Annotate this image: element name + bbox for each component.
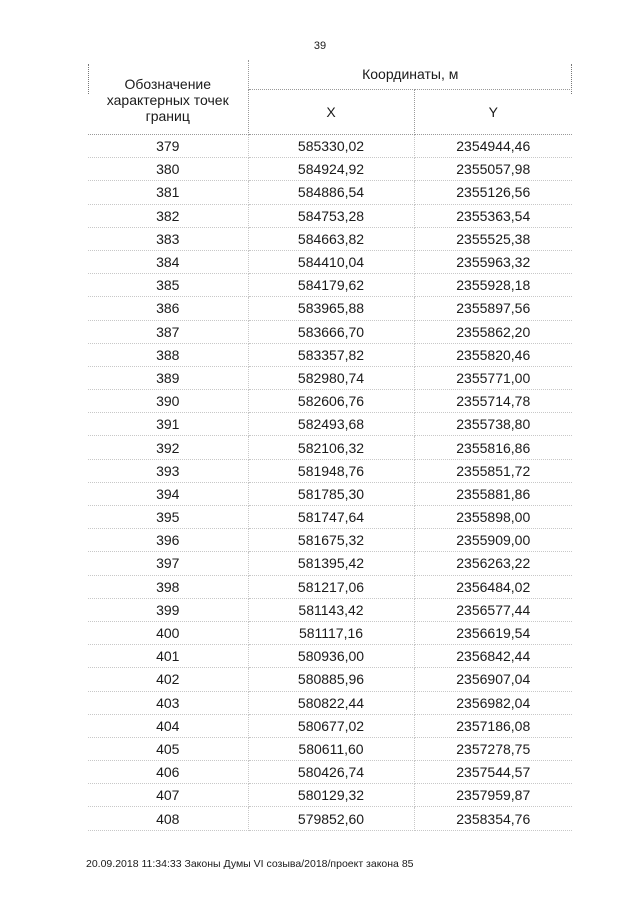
x-coordinate-cell: 580426,74 xyxy=(248,761,414,784)
table-row xyxy=(88,320,572,343)
coordinates-table xyxy=(88,60,572,831)
y-coordinate-cell: 2355963,32 xyxy=(414,250,572,273)
y-coordinate-cell: 2357544,57 xyxy=(414,761,572,784)
point-cell: 385 xyxy=(88,274,248,297)
coordinates-table-container xyxy=(88,60,572,831)
x-coordinate-cell: 584924,92 xyxy=(248,158,414,181)
table-row xyxy=(88,297,572,320)
point-cell: 384 xyxy=(88,250,248,273)
x-coordinate-cell: 584753,28 xyxy=(248,204,414,227)
table-row xyxy=(88,737,572,760)
point-cell: 388 xyxy=(88,343,248,366)
y-coordinate-cell: 2355714,78 xyxy=(414,390,572,413)
table-row xyxy=(88,459,572,482)
table-header xyxy=(88,60,572,135)
table-row xyxy=(88,668,572,691)
point-cell: 401 xyxy=(88,645,248,668)
y-coordinate-cell: 2357186,08 xyxy=(414,714,572,737)
point-cell: 407 xyxy=(88,784,248,807)
point-cell: 386 xyxy=(88,297,248,320)
point-cell: 399 xyxy=(88,598,248,621)
x-coordinate-cell: 580677,02 xyxy=(248,714,414,737)
point-cell: 391 xyxy=(88,413,248,436)
y-coordinate-cell: 2356842,44 xyxy=(414,645,572,668)
y-coordinate-cell: 2355928,18 xyxy=(414,274,572,297)
point-cell: 408 xyxy=(88,807,248,830)
table-row xyxy=(88,784,572,807)
x-coordinate-cell: 585330,02 xyxy=(248,135,414,158)
x-coordinate-cell: 581747,64 xyxy=(248,506,414,529)
x-coordinate-cell: 580611,60 xyxy=(248,737,414,760)
header-y: Y xyxy=(414,89,572,134)
point-cell: 379 xyxy=(88,135,248,158)
table-row xyxy=(88,482,572,505)
table-row xyxy=(88,181,572,204)
x-coordinate-cell: 581785,30 xyxy=(248,482,414,505)
point-cell: 380 xyxy=(88,158,248,181)
x-coordinate-cell: 581143,42 xyxy=(248,598,414,621)
y-coordinate-cell: 2356484,02 xyxy=(414,575,572,598)
table-row xyxy=(88,621,572,644)
table-row xyxy=(88,598,572,621)
table-row xyxy=(88,714,572,737)
y-coordinate-cell: 2354944,46 xyxy=(414,135,572,158)
y-coordinate-cell: 2355862,20 xyxy=(414,320,572,343)
y-coordinate-cell: 2355126,56 xyxy=(414,181,572,204)
table-row xyxy=(88,691,572,714)
point-cell: 383 xyxy=(88,227,248,250)
y-coordinate-cell: 2355525,38 xyxy=(414,227,572,250)
document-footer: 20.09.2018 11:34:33 Законы Думы VI созыва/2018/проект закона 85 xyxy=(86,858,414,870)
table-row xyxy=(88,552,572,575)
point-cell: 381 xyxy=(88,181,248,204)
y-coordinate-cell: 2356982,04 xyxy=(414,691,572,714)
point-cell: 387 xyxy=(88,320,248,343)
table-row xyxy=(88,343,572,366)
point-cell: 393 xyxy=(88,459,248,482)
point-cell: 403 xyxy=(88,691,248,714)
table-row xyxy=(88,413,572,436)
point-cell: 405 xyxy=(88,737,248,760)
y-coordinate-cell: 2355363,54 xyxy=(414,204,572,227)
y-coordinate-cell: 2355909,00 xyxy=(414,529,572,552)
point-cell: 406 xyxy=(88,761,248,784)
point-cell: 398 xyxy=(88,575,248,598)
x-coordinate-cell: 584410,04 xyxy=(248,250,414,273)
table-row xyxy=(88,366,572,389)
table-row xyxy=(88,135,572,158)
point-cell: 382 xyxy=(88,204,248,227)
y-coordinate-cell: 2355898,00 xyxy=(414,506,572,529)
y-coordinate-cell: 2355897,56 xyxy=(414,297,572,320)
y-coordinate-cell: 2356577,44 xyxy=(414,598,572,621)
x-coordinate-cell: 584663,82 xyxy=(248,227,414,250)
y-coordinate-cell: 2355816,86 xyxy=(414,436,572,459)
point-cell: 390 xyxy=(88,390,248,413)
x-coordinate-cell: 583357,82 xyxy=(248,343,414,366)
x-coordinate-cell: 582493,68 xyxy=(248,413,414,436)
y-coordinate-cell: 2355738,80 xyxy=(414,413,572,436)
x-coordinate-cell: 584179,62 xyxy=(248,274,414,297)
x-coordinate-cell: 579852,60 xyxy=(248,807,414,830)
y-coordinate-cell: 2355851,72 xyxy=(414,459,572,482)
table-row xyxy=(88,761,572,784)
table-row xyxy=(88,506,572,529)
point-cell: 394 xyxy=(88,482,248,505)
x-coordinate-cell: 583666,70 xyxy=(248,320,414,343)
y-coordinate-cell: 2355057,98 xyxy=(414,158,572,181)
table-row xyxy=(88,390,572,413)
x-coordinate-cell: 583965,88 xyxy=(248,297,414,320)
table-row xyxy=(88,204,572,227)
table-row xyxy=(88,436,572,459)
header-coordinates: Координаты, м xyxy=(248,60,572,89)
x-coordinate-cell: 580129,32 xyxy=(248,784,414,807)
point-cell: 400 xyxy=(88,621,248,644)
y-coordinate-cell: 2358354,76 xyxy=(414,807,572,830)
table-row xyxy=(88,645,572,668)
y-coordinate-cell: 2355771,00 xyxy=(414,366,572,389)
x-coordinate-cell: 581395,42 xyxy=(248,552,414,575)
x-coordinate-cell: 581217,06 xyxy=(248,575,414,598)
point-cell: 389 xyxy=(88,366,248,389)
x-coordinate-cell: 582606,76 xyxy=(248,390,414,413)
header-point-designation: Обозначение характерных точек границ xyxy=(88,60,248,135)
x-coordinate-cell: 580936,00 xyxy=(248,645,414,668)
x-coordinate-cell: 580822,44 xyxy=(248,691,414,714)
x-coordinate-cell: 581675,32 xyxy=(248,529,414,552)
header-x: X xyxy=(248,89,414,134)
table-body xyxy=(88,135,572,831)
table-row xyxy=(88,274,572,297)
page-number: 39 xyxy=(313,40,327,52)
point-cell: 396 xyxy=(88,529,248,552)
table-row xyxy=(88,807,572,830)
x-coordinate-cell: 582106,32 xyxy=(248,436,414,459)
point-cell: 402 xyxy=(88,668,248,691)
y-coordinate-cell: 2357278,75 xyxy=(414,737,572,760)
x-coordinate-cell: 581117,16 xyxy=(248,621,414,644)
table-row xyxy=(88,529,572,552)
table-row xyxy=(88,250,572,273)
y-coordinate-cell: 2357959,87 xyxy=(414,784,572,807)
x-coordinate-cell: 584886,54 xyxy=(248,181,414,204)
x-coordinate-cell: 581948,76 xyxy=(248,459,414,482)
point-cell: 392 xyxy=(88,436,248,459)
y-coordinate-cell: 2356907,04 xyxy=(414,668,572,691)
y-coordinate-cell: 2356263,22 xyxy=(414,552,572,575)
y-coordinate-cell: 2355820,46 xyxy=(414,343,572,366)
y-coordinate-cell: 2355881,86 xyxy=(414,482,572,505)
x-coordinate-cell: 582980,74 xyxy=(248,366,414,389)
table-row xyxy=(88,575,572,598)
y-coordinate-cell: 2356619,54 xyxy=(414,621,572,644)
point-cell: 404 xyxy=(88,714,248,737)
table-row xyxy=(88,227,572,250)
x-coordinate-cell: 580885,96 xyxy=(248,668,414,691)
point-cell: 395 xyxy=(88,506,248,529)
table-row xyxy=(88,158,572,181)
point-cell: 397 xyxy=(88,552,248,575)
